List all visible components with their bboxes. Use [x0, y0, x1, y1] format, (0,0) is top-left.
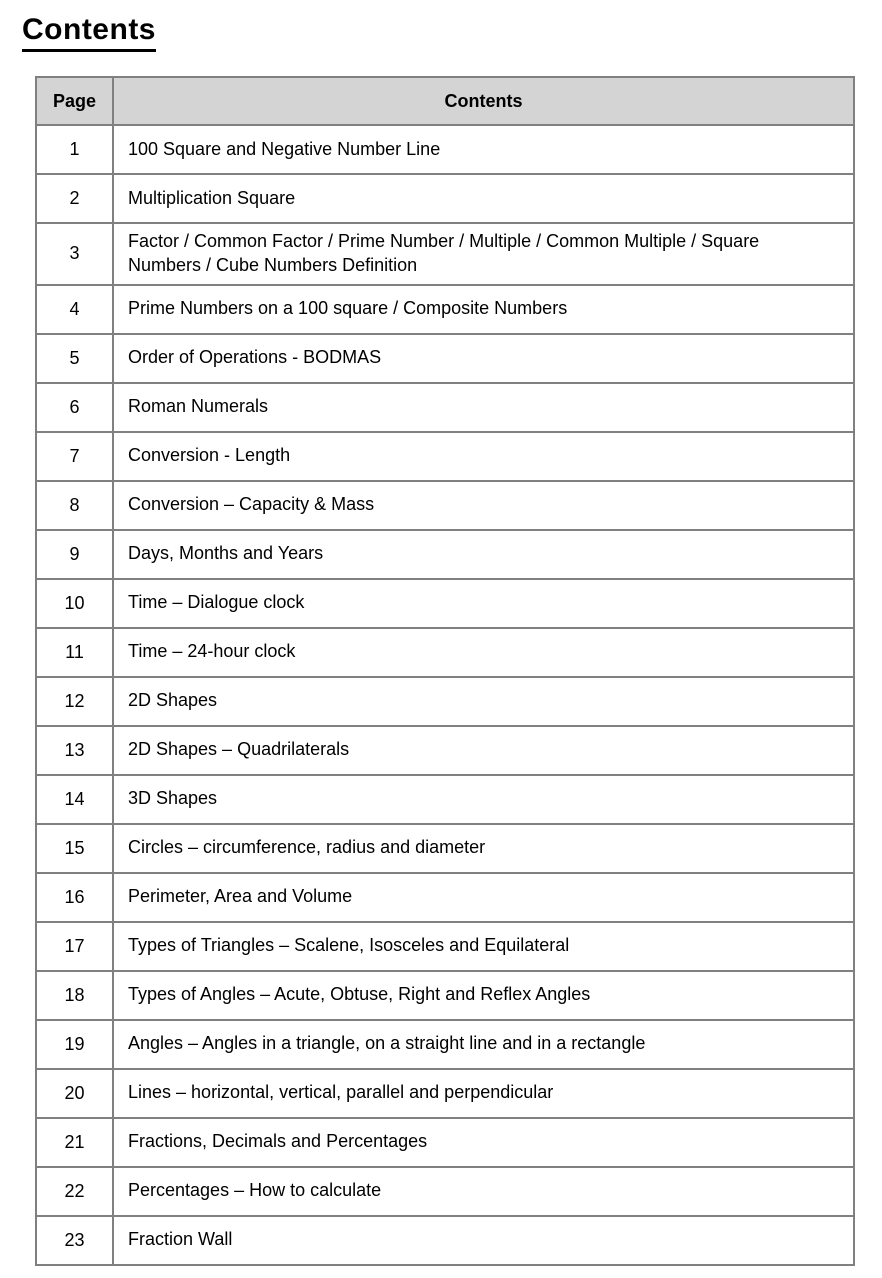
page-number-cell: 16 [36, 873, 113, 922]
page-number-cell: 23 [36, 1216, 113, 1265]
page-number-cell: 20 [36, 1069, 113, 1118]
contents-cell [113, 481, 854, 530]
page-number-cell: 12 [36, 677, 113, 726]
contents-cell [113, 1118, 854, 1167]
table-row [36, 223, 854, 285]
contents-cell [113, 1069, 854, 1118]
contents-text: Fractions, Decimals and Percentages [128, 1131, 428, 1152]
contents-cell [113, 971, 854, 1020]
contents-text: Days, Months and Years [128, 543, 324, 564]
contents-text: Angles – Angles in a triangle, on a straight line and in a rectangle [128, 1033, 646, 1054]
contents-text: Perimeter, Area and Volume [128, 886, 353, 907]
contents-cell [113, 223, 854, 285]
page-number-cell: 11 [36, 628, 113, 677]
table-row [36, 971, 854, 1020]
contents-text: Conversion - Length [128, 445, 291, 466]
contents-cell [113, 1216, 854, 1265]
contents-text: Time – Dialogue clock [128, 592, 305, 613]
contents-table [35, 76, 855, 1266]
table-row [36, 1118, 854, 1167]
table-row [36, 334, 854, 383]
page-number-cell: 10 [36, 579, 113, 628]
contents-cell [113, 1167, 854, 1216]
contents-text: Prime Numbers on a 100 square / Composite Numbers [128, 298, 568, 319]
table-header-row [36, 77, 854, 125]
table-row [36, 432, 854, 481]
contents-cell [113, 628, 854, 677]
page-number-cell: 8 [36, 481, 113, 530]
contents-cell [113, 1020, 854, 1069]
contents-cell [113, 432, 854, 481]
page-number-cell: 2 [36, 174, 113, 223]
page-number-cell: 13 [36, 726, 113, 775]
contents-cell [113, 383, 854, 432]
page-number-cell: 1 [36, 125, 113, 174]
table-row [36, 922, 854, 971]
contents-text: Roman Numerals [128, 396, 269, 417]
page-column-header: Page [36, 77, 113, 125]
page-number-cell: 14 [36, 775, 113, 824]
page-number-cell: 7 [36, 432, 113, 481]
contents-text: Order of Operations - BODMAS [128, 347, 382, 368]
page-number-cell: 3 [36, 223, 113, 285]
contents-text: 2D Shapes [128, 690, 218, 711]
table-row [36, 174, 854, 223]
contents-cell [113, 530, 854, 579]
contents-cell [113, 922, 854, 971]
table-row [36, 873, 854, 922]
contents-cell [113, 125, 854, 174]
contents-cell [113, 579, 854, 628]
table-row [36, 1069, 854, 1118]
contents-text: Percentages – How to calculate [128, 1180, 382, 1201]
table-row [36, 1020, 854, 1069]
page-number-cell: 22 [36, 1167, 113, 1216]
contents-text: Factor / Common Factor / Prime Number / Multiple / Common Multiple / Square Numbers / Cube Numbers Definition [128, 231, 760, 275]
contents-cell [113, 824, 854, 873]
page-number-cell: 18 [36, 971, 113, 1020]
page-number-cell: 4 [36, 285, 113, 334]
contents-text: 2D Shapes – Quadrilaterals [128, 739, 350, 760]
contents-text: 3D Shapes [128, 788, 218, 809]
contents-text: Circles – circumference, radius and diameter [128, 837, 486, 858]
contents-cell [113, 726, 854, 775]
table-row [36, 1216, 854, 1265]
contents-text: Conversion – Capacity & Mass [128, 494, 375, 515]
contents-text: Lines – horizontal, vertical, parallel and perpendicular [128, 1082, 554, 1103]
page-number-cell: 15 [36, 824, 113, 873]
table-row [36, 530, 854, 579]
table-row [36, 579, 854, 628]
contents-cell [113, 677, 854, 726]
contents-cell [113, 285, 854, 334]
contents-cell [113, 873, 854, 922]
table-row [36, 1167, 854, 1216]
contents-cell [113, 174, 854, 223]
contents-cell [113, 775, 854, 824]
table-row [36, 285, 854, 334]
table-row [36, 628, 854, 677]
page-number-cell: 6 [36, 383, 113, 432]
table-row [36, 383, 854, 432]
table-row [36, 824, 854, 873]
page-number-cell: 17 [36, 922, 113, 971]
page-number-cell: 9 [36, 530, 113, 579]
table-row [36, 677, 854, 726]
page-title: Contents [22, 13, 156, 52]
page-number-cell: 19 [36, 1020, 113, 1069]
contents-cell [113, 334, 854, 383]
table-row [36, 775, 854, 824]
contents-column-header: Contents [113, 77, 854, 125]
page-number-cell: 5 [36, 334, 113, 383]
contents-text: Fraction Wall [128, 1229, 233, 1250]
contents-text: Time – 24-hour clock [128, 641, 296, 662]
contents-text: Multiplication Square [128, 187, 296, 208]
page-number-cell: 21 [36, 1118, 113, 1167]
table-row [36, 481, 854, 530]
table-row [36, 726, 854, 775]
table-row [36, 125, 854, 174]
contents-text: 100 Square and Negative Number Line [128, 138, 441, 159]
contents-text: Types of Angles – Acute, Obtuse, Right and Reflex Angles [128, 984, 591, 1005]
table-body [36, 125, 854, 1265]
contents-text: Types of Triangles – Scalene, Isosceles and Equilateral [128, 935, 570, 956]
